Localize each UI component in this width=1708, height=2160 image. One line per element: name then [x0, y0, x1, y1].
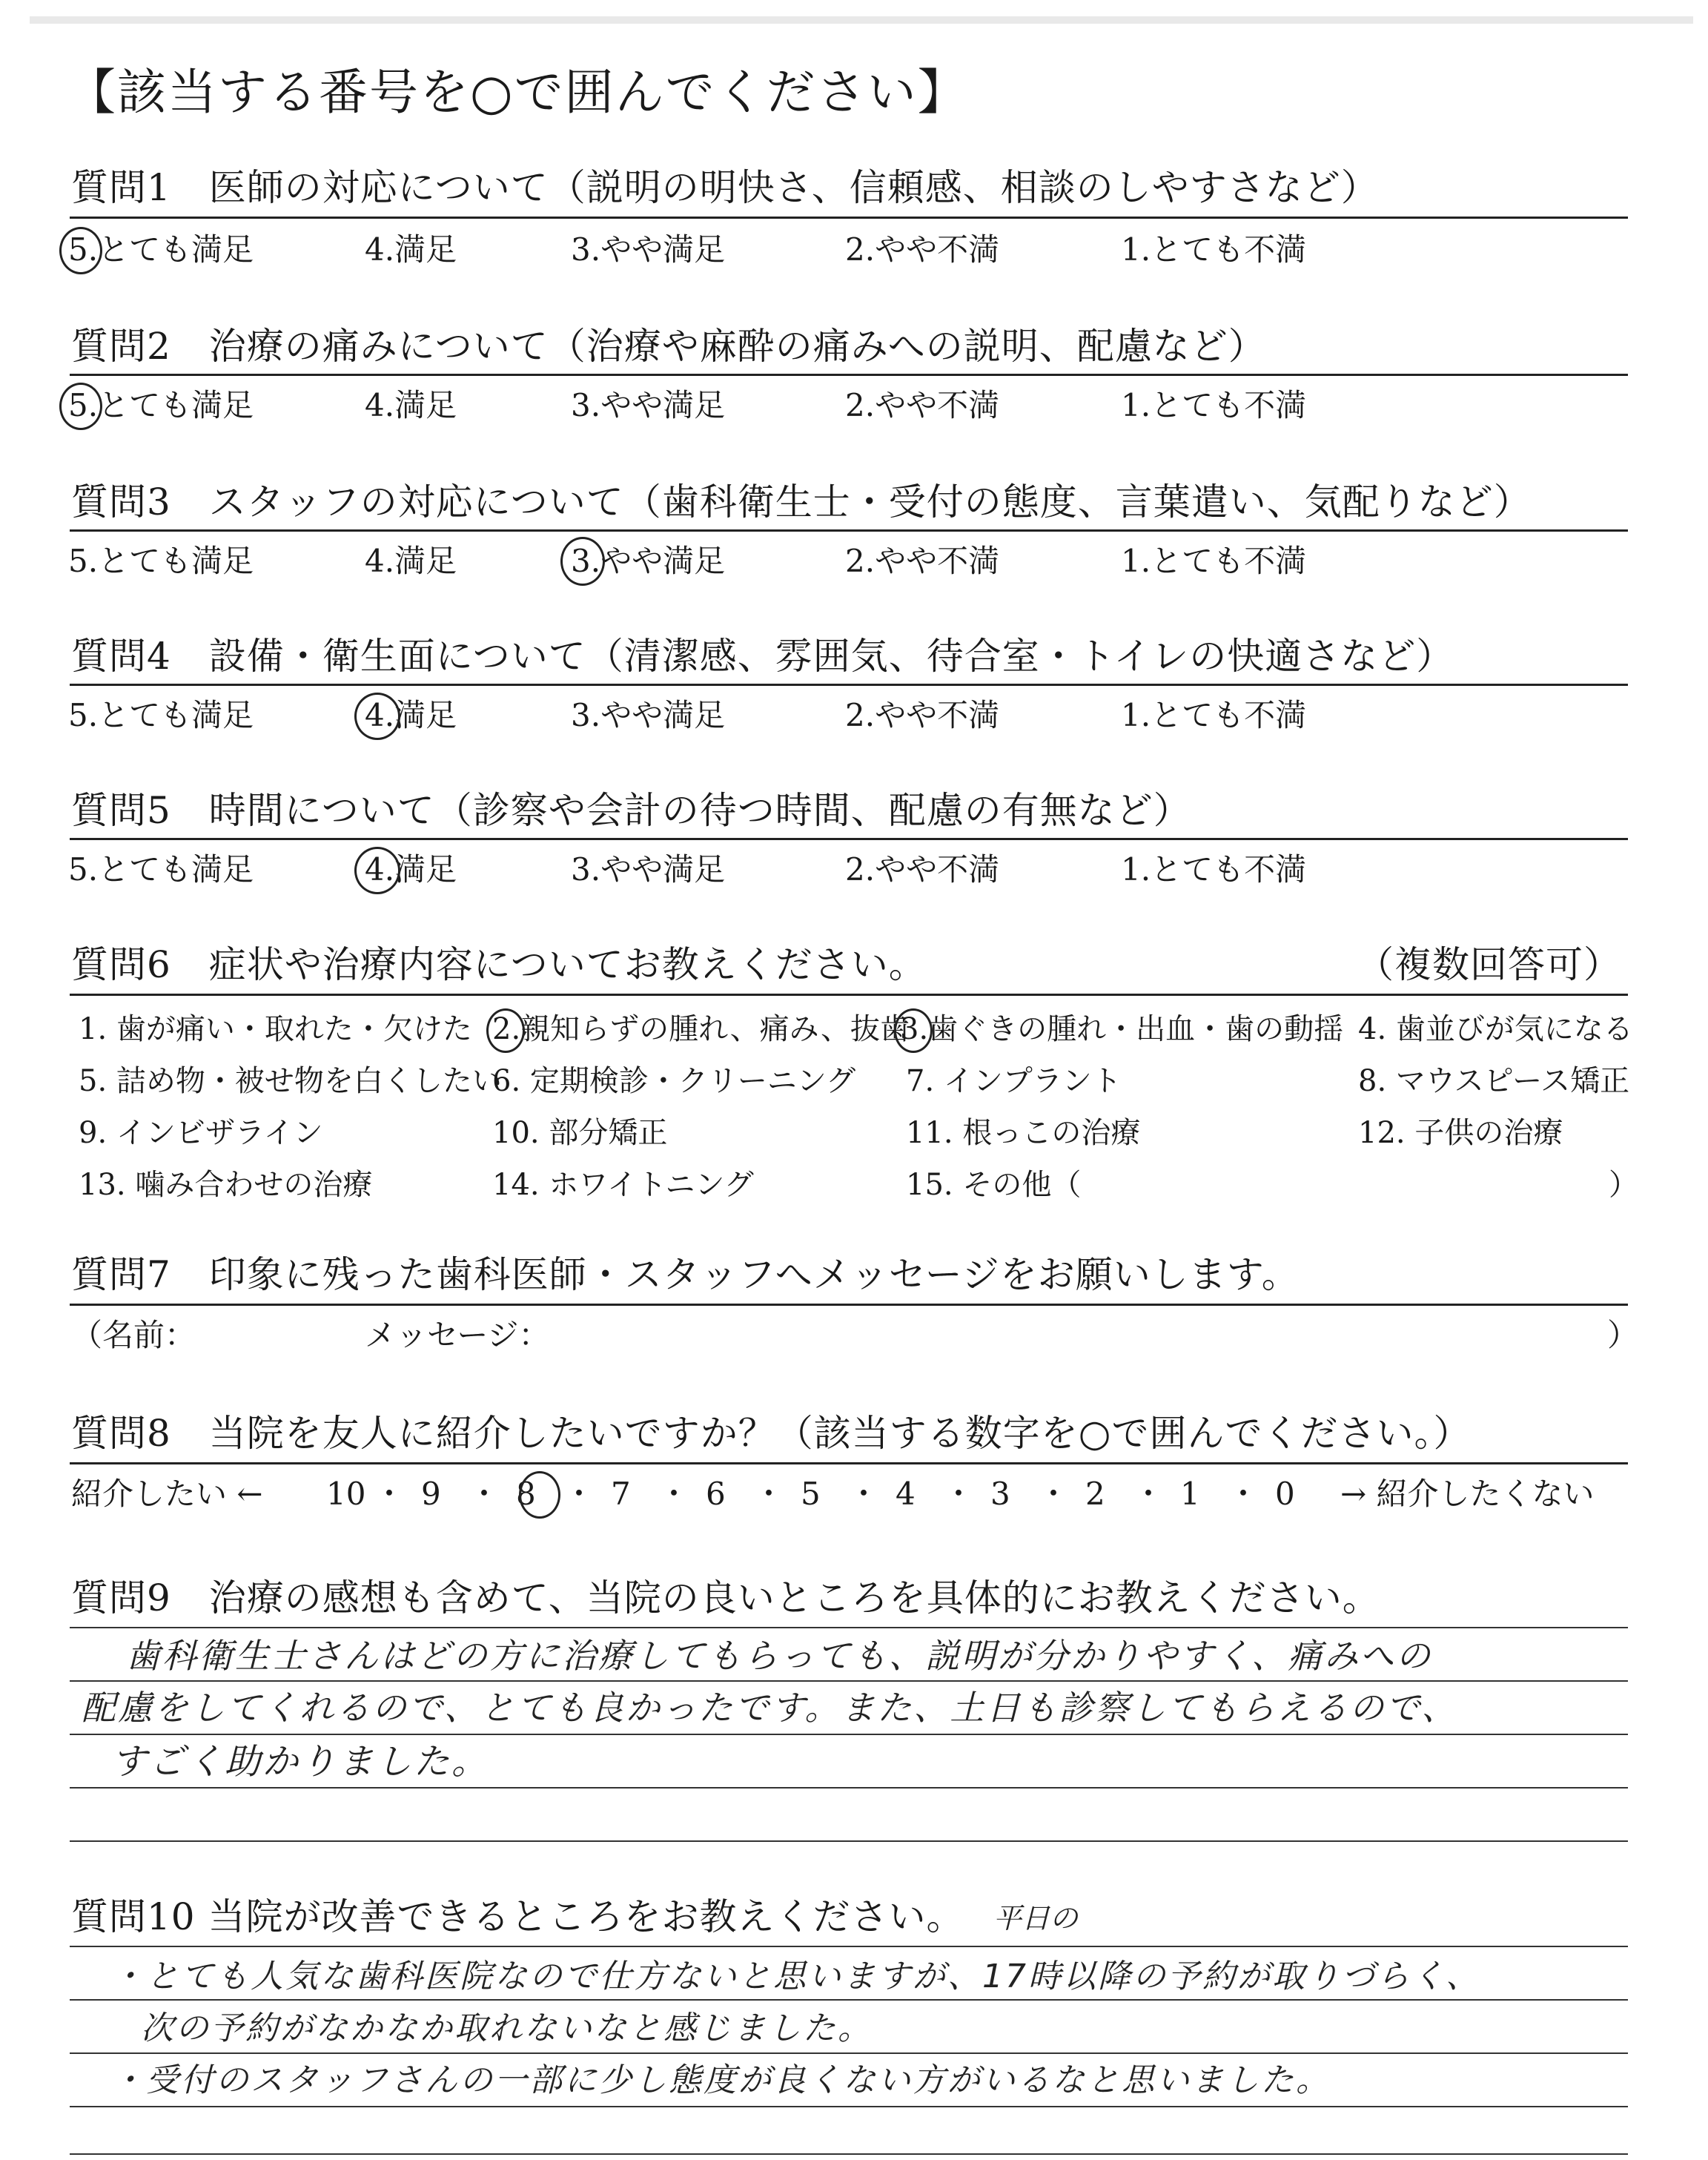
q8-scale-8[interactable]: 8 [516, 1476, 536, 1512]
q8-scale-separator: ・ [658, 1476, 690, 1512]
q10-answer-line-3: ・受付のスタッフさんの一部に少し態度が良くない方がいるなと思いました。 [111, 2061, 1331, 2099]
q8-scale-7[interactable]: 7 [611, 1476, 631, 1512]
q2-option-3[interactable]: 3.やや満足 [571, 387, 726, 423]
q8-scale-9[interactable]: 9 [421, 1476, 441, 1512]
q3-option-2[interactable]: 2.やや不満 [845, 543, 1000, 579]
q6-selection-circle-3 [894, 1008, 933, 1053]
q6-option-15[interactable]: 15. その他（ [906, 1168, 1082, 1202]
q8-scale-separator: ・ [469, 1476, 500, 1512]
q10-answer-line-2: 次の予約がなかなか取れないなと感じました。 [141, 2009, 873, 2047]
q6-option-14[interactable]: 14. ホワイトニング [492, 1168, 754, 1202]
q2-selection-circle [59, 383, 102, 430]
q4-option-4[interactable]: 4.満足 [365, 697, 457, 733]
question-2-rule [70, 374, 1628, 376]
q4-option-1[interactable]: 1.とても不満 [1121, 697, 1307, 733]
question-7-title: 質問7 印象に残った歯科医師・スタッフへメッセージをお願いします。 [71, 1253, 1300, 1296]
q1-option-1[interactable]: 1.とても不満 [1121, 231, 1307, 268]
q2-option-5[interactable]: 5.とても満足 [68, 387, 254, 423]
q5-option-2[interactable]: 2.やや不満 [845, 851, 1000, 888]
q8-selection-circle [519, 1471, 560, 1519]
q8-scale-separator: ・ [563, 1476, 595, 1512]
q9-line-3 [70, 1734, 1628, 1735]
q6-option-3[interactable]: 3.歯ぐきの腫れ・出血・歯の動揺 [900, 1012, 1344, 1046]
q1-option-4[interactable]: 4.満足 [365, 231, 457, 268]
q8-scale-separator: ・ [943, 1476, 975, 1512]
q7-name-label: （名前： [71, 1317, 196, 1353]
question-9-title: 質問9 治療の感想も含めて、当院の良いところを具体的にお教えください。 [71, 1576, 1380, 1619]
q6-option-11[interactable]: 11. 根っこの治療 [906, 1116, 1141, 1150]
q1-selection-circle [59, 227, 102, 274]
q4-option-5[interactable]: 5.とても満足 [68, 697, 254, 733]
q6-option-7[interactable]: 7. インプラント [906, 1064, 1122, 1098]
page-title: 【該当する番号を○で囲んでください】 [67, 64, 968, 121]
q10-line-4 [70, 2106, 1628, 2107]
q10-line-5 [70, 2153, 1628, 2155]
q2-option-2[interactable]: 2.やや不満 [845, 387, 1000, 423]
q6-option-10[interactable]: 10. 部分矯正 [492, 1116, 668, 1150]
q6-other-close: ） [1609, 1168, 1638, 1202]
question-4-rule [70, 684, 1628, 686]
q9-line-1 [70, 1627, 1628, 1628]
q2-option-1[interactable]: 1.とても不満 [1121, 387, 1307, 423]
q8-scale-3[interactable]: 3 [990, 1476, 1010, 1512]
q5-option-1[interactable]: 1.とても不満 [1121, 851, 1307, 888]
q8-scale-4[interactable]: 4 [896, 1476, 916, 1512]
q8-scale-separator: ・ [374, 1476, 406, 1512]
q8-scale-separator: ・ [1038, 1476, 1070, 1512]
q7-close-paren: ） [1607, 1317, 1639, 1353]
q10-line-1 [70, 1946, 1628, 1947]
q9-answer-line-3: すごく助かりました。 [111, 1741, 490, 1783]
q8-scale-2[interactable]: 2 [1085, 1476, 1105, 1512]
q8-scale-6[interactable]: 6 [706, 1476, 726, 1512]
q1-option-2[interactable]: 2.やや不満 [845, 231, 1000, 268]
q8-scale-1[interactable]: 1 [1180, 1476, 1200, 1512]
q4-selection-circle [354, 693, 400, 740]
question-8-title: 質問8 当院を友人に紹介したいですか？（該当する数字を○で囲んでください。） [71, 1412, 1472, 1455]
q6-option-4[interactable]: 4. 歯並びが気になる [1358, 1012, 1633, 1046]
q9-line-2 [70, 1680, 1628, 1682]
question-6-note: （複数回答可） [1357, 943, 1621, 986]
question-5-rule [70, 838, 1628, 840]
q8-scale-separator: ・ [848, 1476, 880, 1512]
q6-option-6[interactable]: 6. 定期検診・クリーニング [492, 1064, 856, 1098]
q4-option-2[interactable]: 2.やや不満 [845, 697, 1000, 733]
question-4-title: 質問4 設備・衛生面について（清潔感、雰囲気、待合室・トイレの快適さなど） [71, 635, 1454, 678]
q10-insertion: 平日の [993, 1902, 1079, 1935]
q8-scale-5[interactable]: 5 [801, 1476, 821, 1512]
q5-option-5[interactable]: 5.とても満足 [68, 851, 254, 888]
q6-option-12[interactable]: 12. 子供の治療 [1358, 1116, 1563, 1150]
q9-line-5 [70, 1840, 1628, 1842]
q6-option-13[interactable]: 13. 噛み合わせの治療 [79, 1168, 373, 1202]
q8-scale-0[interactable]: 0 [1275, 1476, 1295, 1512]
question-5-title: 質問5 時間について（診察や会計の待つ時間、配慮の有無など） [71, 789, 1191, 832]
q9-answer-line-1: 歯科衛生士さんはどの方に治療してもらっても、説明が分かりやすく、痛みへの [126, 1636, 1433, 1676]
q9-answer-line-2: 配慮をしてくれるので、とても良かったです。また、土日も診察してもらえるので、 [82, 1688, 1458, 1728]
q5-option-3[interactable]: 3.やや満足 [571, 851, 726, 888]
q6-selection-circle-2 [486, 1008, 525, 1053]
q9-line-4 [70, 1787, 1628, 1789]
q6-option-8[interactable]: 8. マウスピース矯正 [1358, 1064, 1630, 1098]
q5-selection-circle [354, 847, 400, 894]
q8-scale-separator: ・ [753, 1476, 785, 1512]
q3-option-4[interactable]: 4.満足 [365, 543, 457, 579]
question-10-title: 質問10 当院が改善できるところをお教えください。 [71, 1895, 964, 1938]
question-2-title: 質問2 治療の痛みについて（治療や麻酔の痛みへの説明、配慮など） [71, 325, 1266, 368]
q7-message-label: メッセージ： [365, 1317, 550, 1353]
q2-option-4[interactable]: 4.満足 [365, 387, 457, 423]
question-1-rule [70, 217, 1628, 219]
q10-answer-line-1: ・とても人気な歯科医院なので仕方ないと思いますが、17時以降の予約が取りづらく、 [111, 1958, 1481, 1995]
q1-option-5[interactable]: 5.とても満足 [68, 231, 254, 268]
q3-option-5[interactable]: 5.とても満足 [68, 543, 254, 579]
scan-top-edge [30, 16, 1693, 24]
q3-option-3[interactable]: 3.やや満足 [571, 543, 726, 579]
question-6-rule [70, 994, 1628, 996]
q10-line-2 [70, 1999, 1628, 2001]
q6-option-1[interactable]: 1. 歯が痛い・取れた・欠けた [79, 1012, 472, 1046]
question-3-title: 質問3 スタッフの対応について（歯科衛生士・受付の態度、言葉遣い、気配りなど） [71, 480, 1532, 524]
q5-option-4[interactable]: 4.満足 [365, 851, 457, 888]
q6-option-5[interactable]: 5. 詰め物・被せ物を白くしたい [79, 1064, 502, 1098]
q4-option-3[interactable]: 3.やや満足 [571, 697, 726, 733]
q3-selection-circle [560, 537, 605, 586]
q6-option-9[interactable]: 9. インビザライン [79, 1116, 323, 1150]
question-6-title: 質問6 症状や治療内容についてお教えください。 [71, 943, 927, 986]
question-8-rule [70, 1462, 1628, 1464]
q3-option-1[interactable]: 1.とても不満 [1121, 543, 1307, 579]
q8-right-label: → 紹介したくない [1340, 1476, 1595, 1512]
question-7-rule [70, 1304, 1628, 1306]
q8-scale-separator: ・ [1133, 1476, 1165, 1512]
question-1-title: 質問1 医師の対応について（説明の明快さ、信頼感、相談のしやすさなど） [71, 166, 1379, 209]
q10-line-3 [70, 2052, 1628, 2054]
q8-left-label: 紹介したい ← [71, 1476, 263, 1512]
q6-option-2[interactable]: 2.親知らずの腫れ、痛み、抜歯 [492, 1012, 910, 1046]
q8-scale-separator: ・ [1228, 1476, 1260, 1512]
question-3-rule [70, 529, 1628, 532]
q8-scale-10[interactable]: 10 [326, 1476, 366, 1512]
q1-option-3[interactable]: 3.やや満足 [571, 231, 726, 268]
